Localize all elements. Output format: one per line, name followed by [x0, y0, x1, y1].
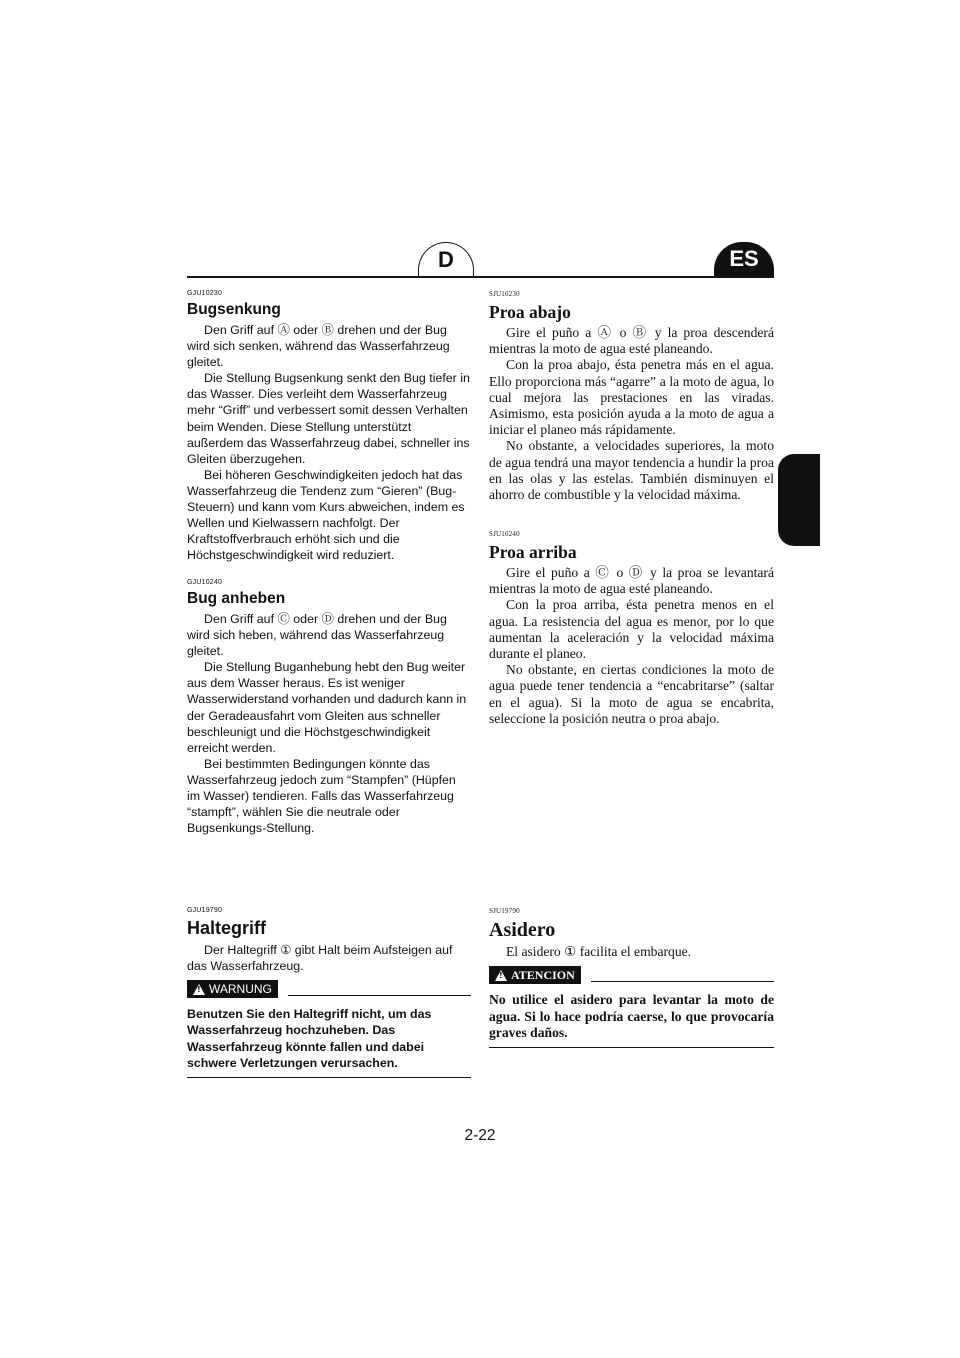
paragraph: Der Haltegriff ① gibt Halt beim Aufsteigen auf das Wasserfahrzeug.: [187, 943, 453, 974]
section-code: SJU10230: [489, 290, 520, 298]
language-tab-spanish: ES: [714, 242, 774, 276]
warning-text: Benutzen Sie den Haltegriff nicht, um das Wasserfahrzeug hochzuheben. Das Wasserfahrzeug könnte fallen und dabei schwere Verletzungen verursachen.: [187, 1006, 471, 1078]
warning-triangle-icon: [193, 984, 205, 995]
paragraph: Die Stellung Bugsenkung senkt den Bug tiefer in das Wasser. Dies verleiht dem Wasserfahrzeug mehr “Griff” und verbessert somit dessen Verhalten beim Wenden. Diese Stellung unterstützt außerdem das Wasserfahrzeug dabei, schneller ins Gleiten überzugehen.: [187, 371, 470, 466]
section-title: Asidero: [489, 919, 556, 941]
section-title: Haltegriff: [187, 918, 267, 938]
es-section-proa-arriba: [489, 530, 774, 727]
paragraph: No obstante, a velocidades superiores, la moto de agua tendrá una mayor tendencia a hundir la proa en las olas y las estelas. También disminuyen el ahorro de combustible y la velocidad máxima.: [489, 438, 774, 503]
de-section-bug-anheben: [187, 579, 471, 836]
paragraph: Bei bestimmten Bedingungen könnte das Wasserfahrzeug jedoch zum “Stampfen” (Hüpfen im Wasser) tendieren. Falls das Wasserfahrzeug “stampft”, wählen Sie die neutrale oder Bugsenkungs-Stellung.: [187, 756, 456, 836]
language-tab-german: D: [418, 242, 474, 277]
es-section-proa-abajo: [489, 290, 774, 503]
de-section-bugsenkung: [187, 290, 471, 563]
section-title: Proa abajo: [489, 302, 571, 322]
section-title: Proa arriba: [489, 542, 577, 562]
warning-label: ! ATENCION: [489, 966, 581, 984]
section-code: GJU19790: [187, 907, 223, 914]
section-title: Bug anheben: [187, 590, 286, 607]
warning-box: [187, 980, 471, 1078]
warning-label: ! WARNUNG: [187, 980, 278, 998]
paragraph: El asidero ① facilita el embarque.: [506, 944, 692, 959]
paragraph: Den Griff auf Ⓐ oder Ⓑ drehen und der Bug wird sich senken, während das Wasserfahrzeug gleitet.: [187, 323, 450, 370]
warning-text: No utilice el asidero para levantar la moto de agua. Si lo hace podría caerse, lo que provocaría graves daños.: [489, 992, 774, 1048]
paragraph: No obstante, en ciertas condiciones la moto de agua puede tener tendencia a “encabritarse” (saltar en el agua). Si la moto de agua se encabrita, seleccione la posición neutra o proa abajo.: [489, 662, 774, 726]
warning-rule: [591, 981, 774, 982]
paragraph: Con la proa abajo, ésta penetra más en el agua. Ello proporciona más “agarre” a la moto de agua, lo cual mejora las prestaciones en las viradas. Asimismo, esta posición ayuda a la moto de agua a iniciar el planeo más rápidamente.: [489, 357, 774, 438]
section-title: Bugsenkung: [187, 301, 281, 318]
paragraph: Con la proa arriba, ésta penetra menos en el agua. La resistencia del agua es menor, por lo que aumentan la aceleración y la velocidad máxima durante el planeo.: [489, 597, 774, 662]
section-code: GJU10230: [187, 290, 223, 297]
paragraph: Gire el puño a Ⓐ o Ⓑ y la proa descenderá mientras la moto de agua esté planeando.: [489, 325, 774, 357]
section-code: SJU19790: [489, 907, 520, 915]
page-number: 2-22: [464, 1127, 496, 1144]
warning-box: [489, 966, 774, 1048]
de-section-haltegriff: [187, 907, 471, 1078]
paragraph: Den Griff auf Ⓒ oder Ⓓ drehen und der Bug wird sich heben, während das Wasserfahrzeug gleitet.: [187, 612, 447, 659]
section-code: SJU10240: [489, 530, 520, 538]
paragraph: Bei höheren Geschwindigkeiten jedoch hat das Wasserfahrzeug die Tendenz zum “Gieren” (Bug-Steuern) und kann vom Kurs abweichen, indem es Wellen und Kielwassern nachfolgt. Der Kraftstoffverbrauch erhöht sich und die Höchstgeschwindigkeit wird reduziert.: [187, 467, 465, 563]
chapter-side-tab: [778, 454, 820, 546]
es-section-asidero: [489, 907, 774, 1048]
section-code: GJU10240: [187, 579, 223, 586]
paragraph: Gire el puño a Ⓒ o Ⓓ y la proa se levantará mientras la moto de agua esté planeando.: [489, 565, 774, 597]
warning-rule: [288, 995, 471, 996]
header-rule: [187, 276, 774, 278]
warning-triangle-icon: [495, 970, 507, 981]
paragraph: Die Stellung Buganhebung hebt den Bug weiter aus dem Wasser heraus. Es ist weniger Wasserwiderstand vorhanden und dadurch kann in der Geradeausfahrt vom Gleiten aus schneller beschleunigt und die Höchstgeschwindigkeit erreicht werden.: [187, 660, 467, 755]
